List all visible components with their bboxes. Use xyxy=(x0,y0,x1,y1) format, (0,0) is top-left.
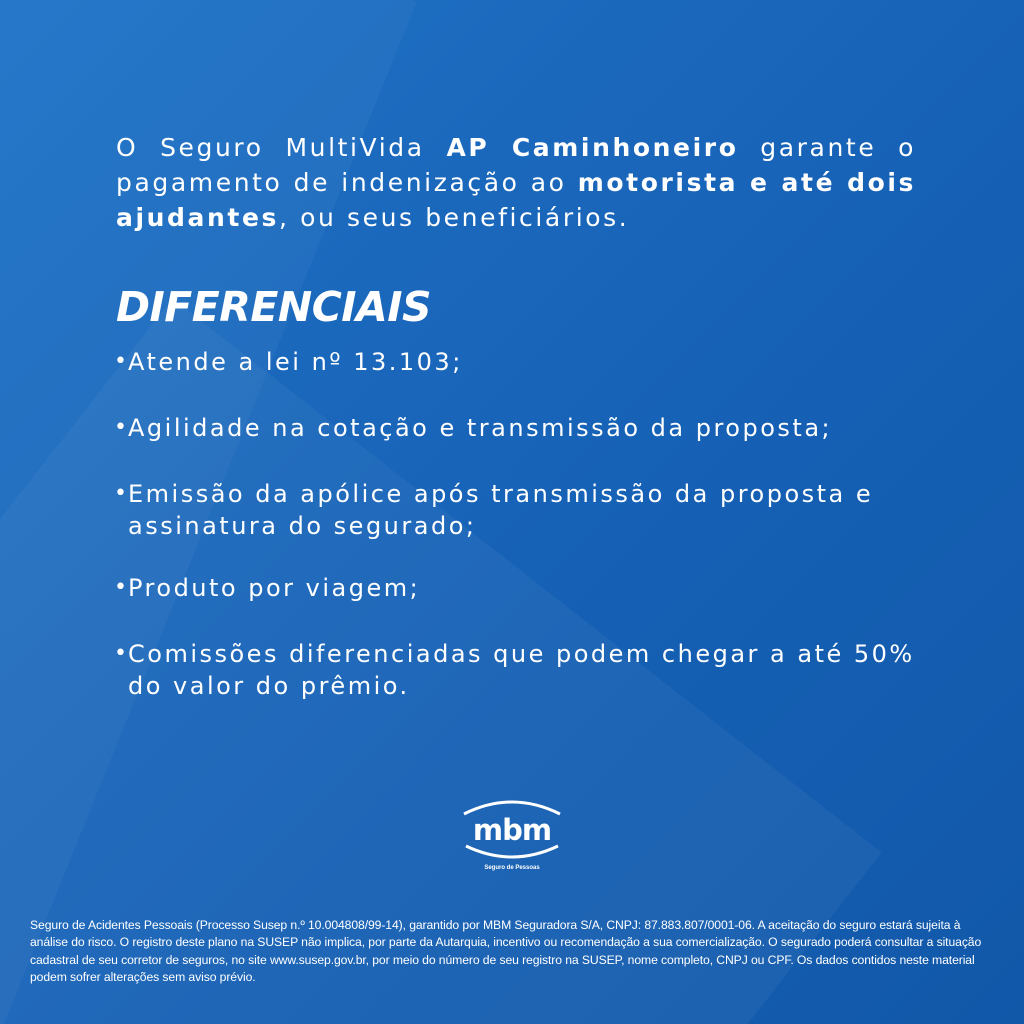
bullet-icon: • xyxy=(114,349,130,374)
intro-product-name: AP Caminhoneiro xyxy=(446,133,739,162)
list-item xyxy=(114,638,934,702)
logo-tagline: Seguro de Pessoas xyxy=(484,865,540,871)
list-item-text: Agilidade na cotação e transmissão da proposta; xyxy=(128,414,833,442)
intro-text: , ou seus beneficiários. xyxy=(279,203,630,232)
intro-text: O Seguro MultiVida xyxy=(116,133,447,162)
bullet-icon: • xyxy=(114,415,130,440)
list-item-text: Emissão da apólice após transmissão da proposta e assinatura do segurado; xyxy=(128,480,874,540)
logo-wordmark: mbm xyxy=(472,813,552,847)
bullet-icon: • xyxy=(114,575,130,600)
bullet-icon: • xyxy=(114,481,130,506)
list-item xyxy=(114,478,934,542)
intro-paragraph xyxy=(116,130,916,235)
list-item-text: Comissões diferenciadas que podem chegar a até 50% do valor do prêmio. xyxy=(128,640,915,700)
mbm-logo xyxy=(460,796,564,872)
list-item xyxy=(114,346,934,378)
intro-text: garante o pagamento de indenização ao xyxy=(116,133,916,197)
logo-bottom-arc xyxy=(466,846,558,857)
list-item xyxy=(114,572,934,604)
section-heading: DIFERENCIAIS xyxy=(116,283,432,331)
list-item-text: Atende a lei nº 13.103; xyxy=(128,348,463,376)
list-item-text: Produto por viagem; xyxy=(128,574,421,602)
intro-beneficiaries-highlight: motorista e até dois ajudantes xyxy=(116,168,916,232)
bullet-icon: • xyxy=(114,641,130,666)
legal-disclaimer: Seguro de Acidentes Pessoais (Processo Susep n.º 10.004808/99-14), garantido por MBM Seguradora S/A, CNPJ: 87.883.807/0001-06. A aceitação do seguro estará sujeita à análise do risco. O registro deste plano na SUSEP não implica, por parte da Autarquia, incentivo ou recomendação a sua comercialização. O segurado poderá consultar a situação cadastral de seu corretor de seguros, no site www.susep.gov.br, por meio do número de seu registro na SUSEP, nome completo, CNPJ ou CPF. Os dados contidos neste material podem sofrer alterações sem aviso prévio. xyxy=(30,918,982,984)
list-item xyxy=(114,412,934,444)
